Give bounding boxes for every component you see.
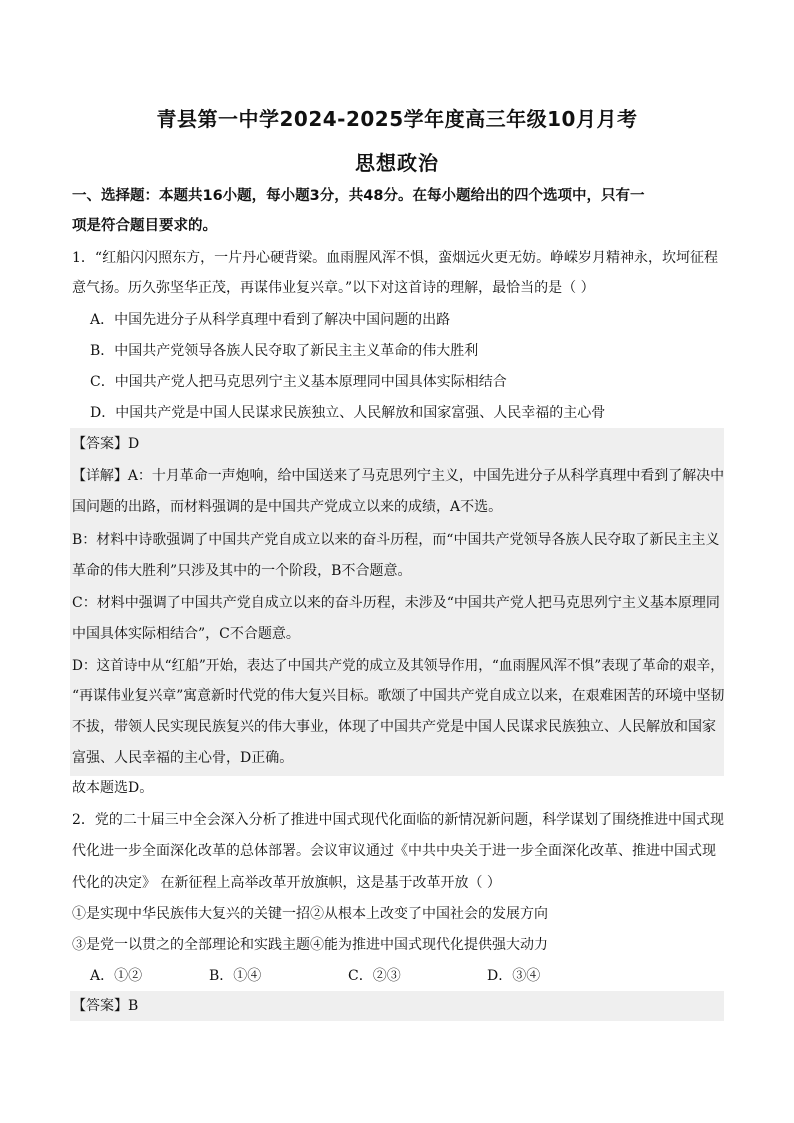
exam-title: 青县第一中学2024-2025学年度高三年级10月月考 [156,107,638,131]
q1-explanation-line3: B：材料中诗歌强调了中国共产党自成立以来的奋斗历程，而“中国共产党领导各族人民夺取了新民主主义 [72,532,720,548]
section-heading-line1: 一、选择题：本题共16小题，每小题3分，共48分。在每小题给出的四个选项中，只有一 [72,188,645,204]
section-heading-line2: 项是符合题目要求的。 [72,218,217,234]
q1-option-d: D．中国共产党是中国人民谋求民族独立、人民解放和国家富强、人民幸福的主心骨 [90,405,606,421]
q2-option-b: B．①④ [209,968,262,984]
q2-items-3-4: ③是党一以贯之的全部理论和实践主题④能为推进中国式现代化提供强大动力 [72,937,548,953]
q1-explanation-line4: 革命的伟大胜利”只涉及其中的一个阶段，B不合题意。 [72,563,412,579]
q1-option-b: B．中国共产党领导各族人民夺取了新民主主义革命的伟大胜利 [90,343,479,359]
q2-stem-line1: 2．党的二十届三中全会深入分析了推进中国式现代化面临的新情况新问题，科学谋划了围绕推进中国式现 [72,812,724,828]
q2-answer-block [70,991,724,1021]
q2-items-1-2: ①是实现中华民族伟大复兴的关键一招②从根本上改变了中国社会的发展方向 [72,906,548,922]
q1-option-c: C．中国共产党人把马克思列宁主义基本原理同中国具体实际相结合 [90,374,507,390]
q1-conclusion: 故本题选D。 [72,780,154,796]
q2-stem-line3: 代化的决定》 在新征程上高举改革开放旗帜，这是基于改革开放（ ） [72,875,501,891]
q1-explanation-line10: 富强、人民幸福的主心骨，D正确。 [72,750,294,766]
q1-explanation-line6: 中国具体实际相结合”，C不合题意。 [72,626,300,642]
q2-option-c: C．②③ [348,968,401,984]
q1-option-a: A．中国先进分子从科学真理中看到了解决中国问题的出路 [90,312,451,328]
subject-title: 思想政治 [355,151,439,175]
q2-stem-line2: 代化进一步全面深化改革的总体部署。会议审议通过《中共中央关于进一步全面深化改革、推进中国式现 [72,843,716,859]
q1-explanation-line2: 国问题的出路，而材料强调的是中国共产党成立以来的成绩，A不选。 [72,499,503,515]
q1-stem-line1: 1．“红船闪闪照东方，一片丹心硬背梁。血雨腥风浑不惧，蛮烟远火更无妨。峥嵘岁月精神永，坎坷征程 [72,250,719,266]
q1-explanation-line9: 不拔，带领人民实现民族复兴的伟大事业，体现了中国共产党是中国人民谋求民族独立、人民解放和国家 [72,719,716,735]
q1-explanation-line7: D：这首诗中从“红船”开始，表达了中国共产党的成立及其领导作用，“血雨腥风浑不惧”表现了革命的艰辛， [72,658,724,674]
q2-answer: 【答案】B [72,998,139,1014]
q1-explanation-line8: “再谋伟业复兴章”寓意新时代党的伟大复兴目标。歌颂了中国共产党自成立以来，在艰难困苦的环境中坚韧 [72,688,725,704]
q1-answer: 【答案】D [72,436,140,452]
q1-explanation-line5: C：材料中强调了中国共产党自成立以来的奋斗历程，未涉及“中国共产党人把马克思列宁主义基本原理同 [72,595,720,611]
q2-option-a: A．①② [90,968,143,984]
q2-option-d: D．③④ [487,968,541,984]
q1-explanation-line1: 【详解】A：十月革命一声炮响，给中国送来了马克思列宁主义，中国先进分子从科学真理中看到了解决中 [72,468,725,484]
q1-stem-line2: 意气扬。历久弥坚华正茂，再谋伟业复兴章。”以下对这首诗的理解，最恰当的是（ ） [72,280,595,296]
